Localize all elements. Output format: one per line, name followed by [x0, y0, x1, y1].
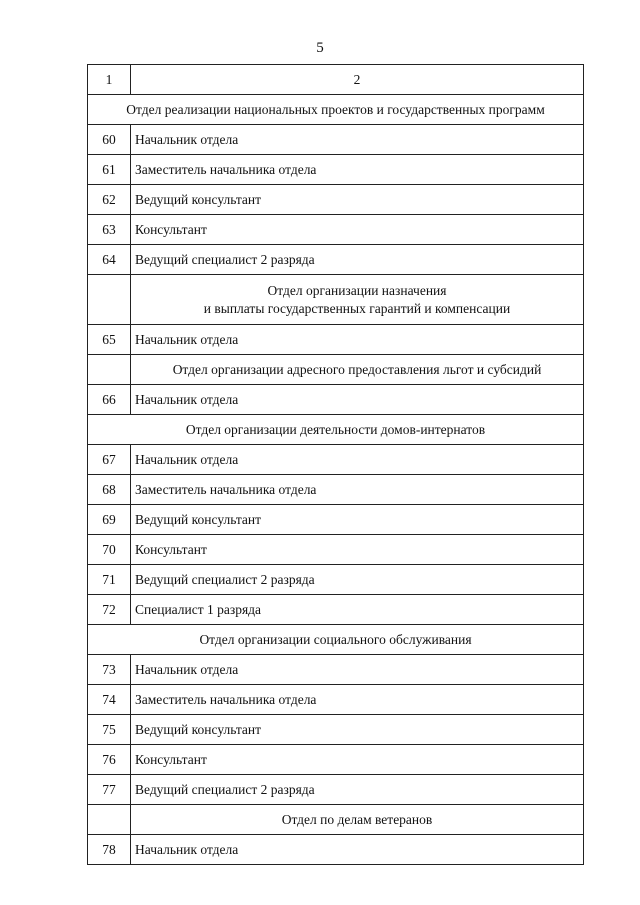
row-number: 75 [88, 715, 131, 745]
position-title: Ведущий специалист 2 разряда [131, 245, 584, 275]
table-row [88, 445, 584, 475]
table-row [88, 385, 584, 415]
table-row [88, 325, 584, 355]
position-title: Заместитель начальника отдела [131, 475, 584, 505]
section-row [88, 275, 584, 325]
row-number: 76 [88, 745, 131, 775]
empty-number-cell [88, 805, 131, 835]
section-title-line: Отдел организации адресного предоставления льгот и субсидий [172, 361, 542, 377]
section-row [88, 355, 584, 385]
position-title: Заместитель начальника отдела [131, 155, 584, 185]
position-title: Ведущий консультант [131, 715, 584, 745]
table-header-row [88, 65, 584, 95]
table-row [88, 745, 584, 775]
table-row [88, 715, 584, 745]
row-number: 69 [88, 505, 131, 535]
section-row [88, 625, 584, 655]
position-title: Консультант [131, 535, 584, 565]
table-row [88, 565, 584, 595]
row-number: 78 [88, 835, 131, 865]
position-title: Начальник отдела [131, 655, 584, 685]
row-number: 71 [88, 565, 131, 595]
row-number: 74 [88, 685, 131, 715]
positions-table [87, 64, 584, 865]
position-title: Заместитель начальника отдела [131, 685, 584, 715]
table-row [88, 775, 584, 805]
section-title-line: Отдел организации назначения [267, 282, 447, 298]
table-row [88, 655, 584, 685]
row-number: 67 [88, 445, 131, 475]
table-row [88, 155, 584, 185]
section-title-line: и выплаты государственных гарантий и компенсации [203, 300, 511, 316]
position-title: Консультант [131, 745, 584, 775]
position-title: Ведущий специалист 2 разряда [131, 775, 584, 805]
positions-table-body [88, 65, 584, 865]
table-row [88, 185, 584, 215]
table-row [88, 595, 584, 625]
section-row [88, 415, 584, 445]
table-row [88, 685, 584, 715]
section-row [88, 95, 584, 125]
row-number: 64 [88, 245, 131, 275]
section-title-line: Отдел по делам ветеранов [281, 811, 433, 827]
table-row [88, 125, 584, 155]
section-row [88, 805, 584, 835]
section-title [88, 95, 584, 125]
section-title [131, 355, 584, 385]
position-title: Ведущий специалист 2 разряда [131, 565, 584, 595]
position-title: Начальник отдела [131, 325, 584, 355]
table-row [88, 245, 584, 275]
row-number: 72 [88, 595, 131, 625]
row-number: 73 [88, 655, 131, 685]
table-row [88, 535, 584, 565]
section-title [131, 275, 584, 325]
row-number: 60 [88, 125, 131, 155]
row-number: 66 [88, 385, 131, 415]
position-title: Ведущий консультант [131, 185, 584, 215]
position-title: Начальник отдела [131, 445, 584, 475]
position-title: Начальник отдела [131, 125, 584, 155]
table-row [88, 835, 584, 865]
position-title: Специалист 1 разряда [131, 595, 584, 625]
header-col-2: 2 [131, 65, 584, 95]
section-title [88, 415, 584, 445]
row-number: 70 [88, 535, 131, 565]
table-row [88, 505, 584, 535]
empty-number-cell [88, 355, 131, 385]
row-number: 63 [88, 215, 131, 245]
table-row [88, 475, 584, 505]
row-number: 62 [88, 185, 131, 215]
section-title [88, 625, 584, 655]
section-title-line: Отдел организации деятельности домов-интернатов [185, 421, 486, 437]
table-row [88, 215, 584, 245]
header-col-1: 1 [88, 65, 131, 95]
section-title [131, 805, 584, 835]
row-number: 61 [88, 155, 131, 185]
row-number: 68 [88, 475, 131, 505]
row-number: 77 [88, 775, 131, 805]
position-title: Начальник отдела [131, 385, 584, 415]
position-title: Консультант [131, 215, 584, 245]
empty-number-cell [88, 275, 131, 325]
position-title: Начальник отдела [131, 835, 584, 865]
page-number: 5 [316, 40, 324, 56]
row-number: 65 [88, 325, 131, 355]
section-title-line: Отдел организации социального обслуживания [199, 631, 472, 647]
position-title: Ведущий консультант [131, 505, 584, 535]
section-title-line: Отдел реализации национальных проектов и государственных программ [126, 101, 545, 117]
